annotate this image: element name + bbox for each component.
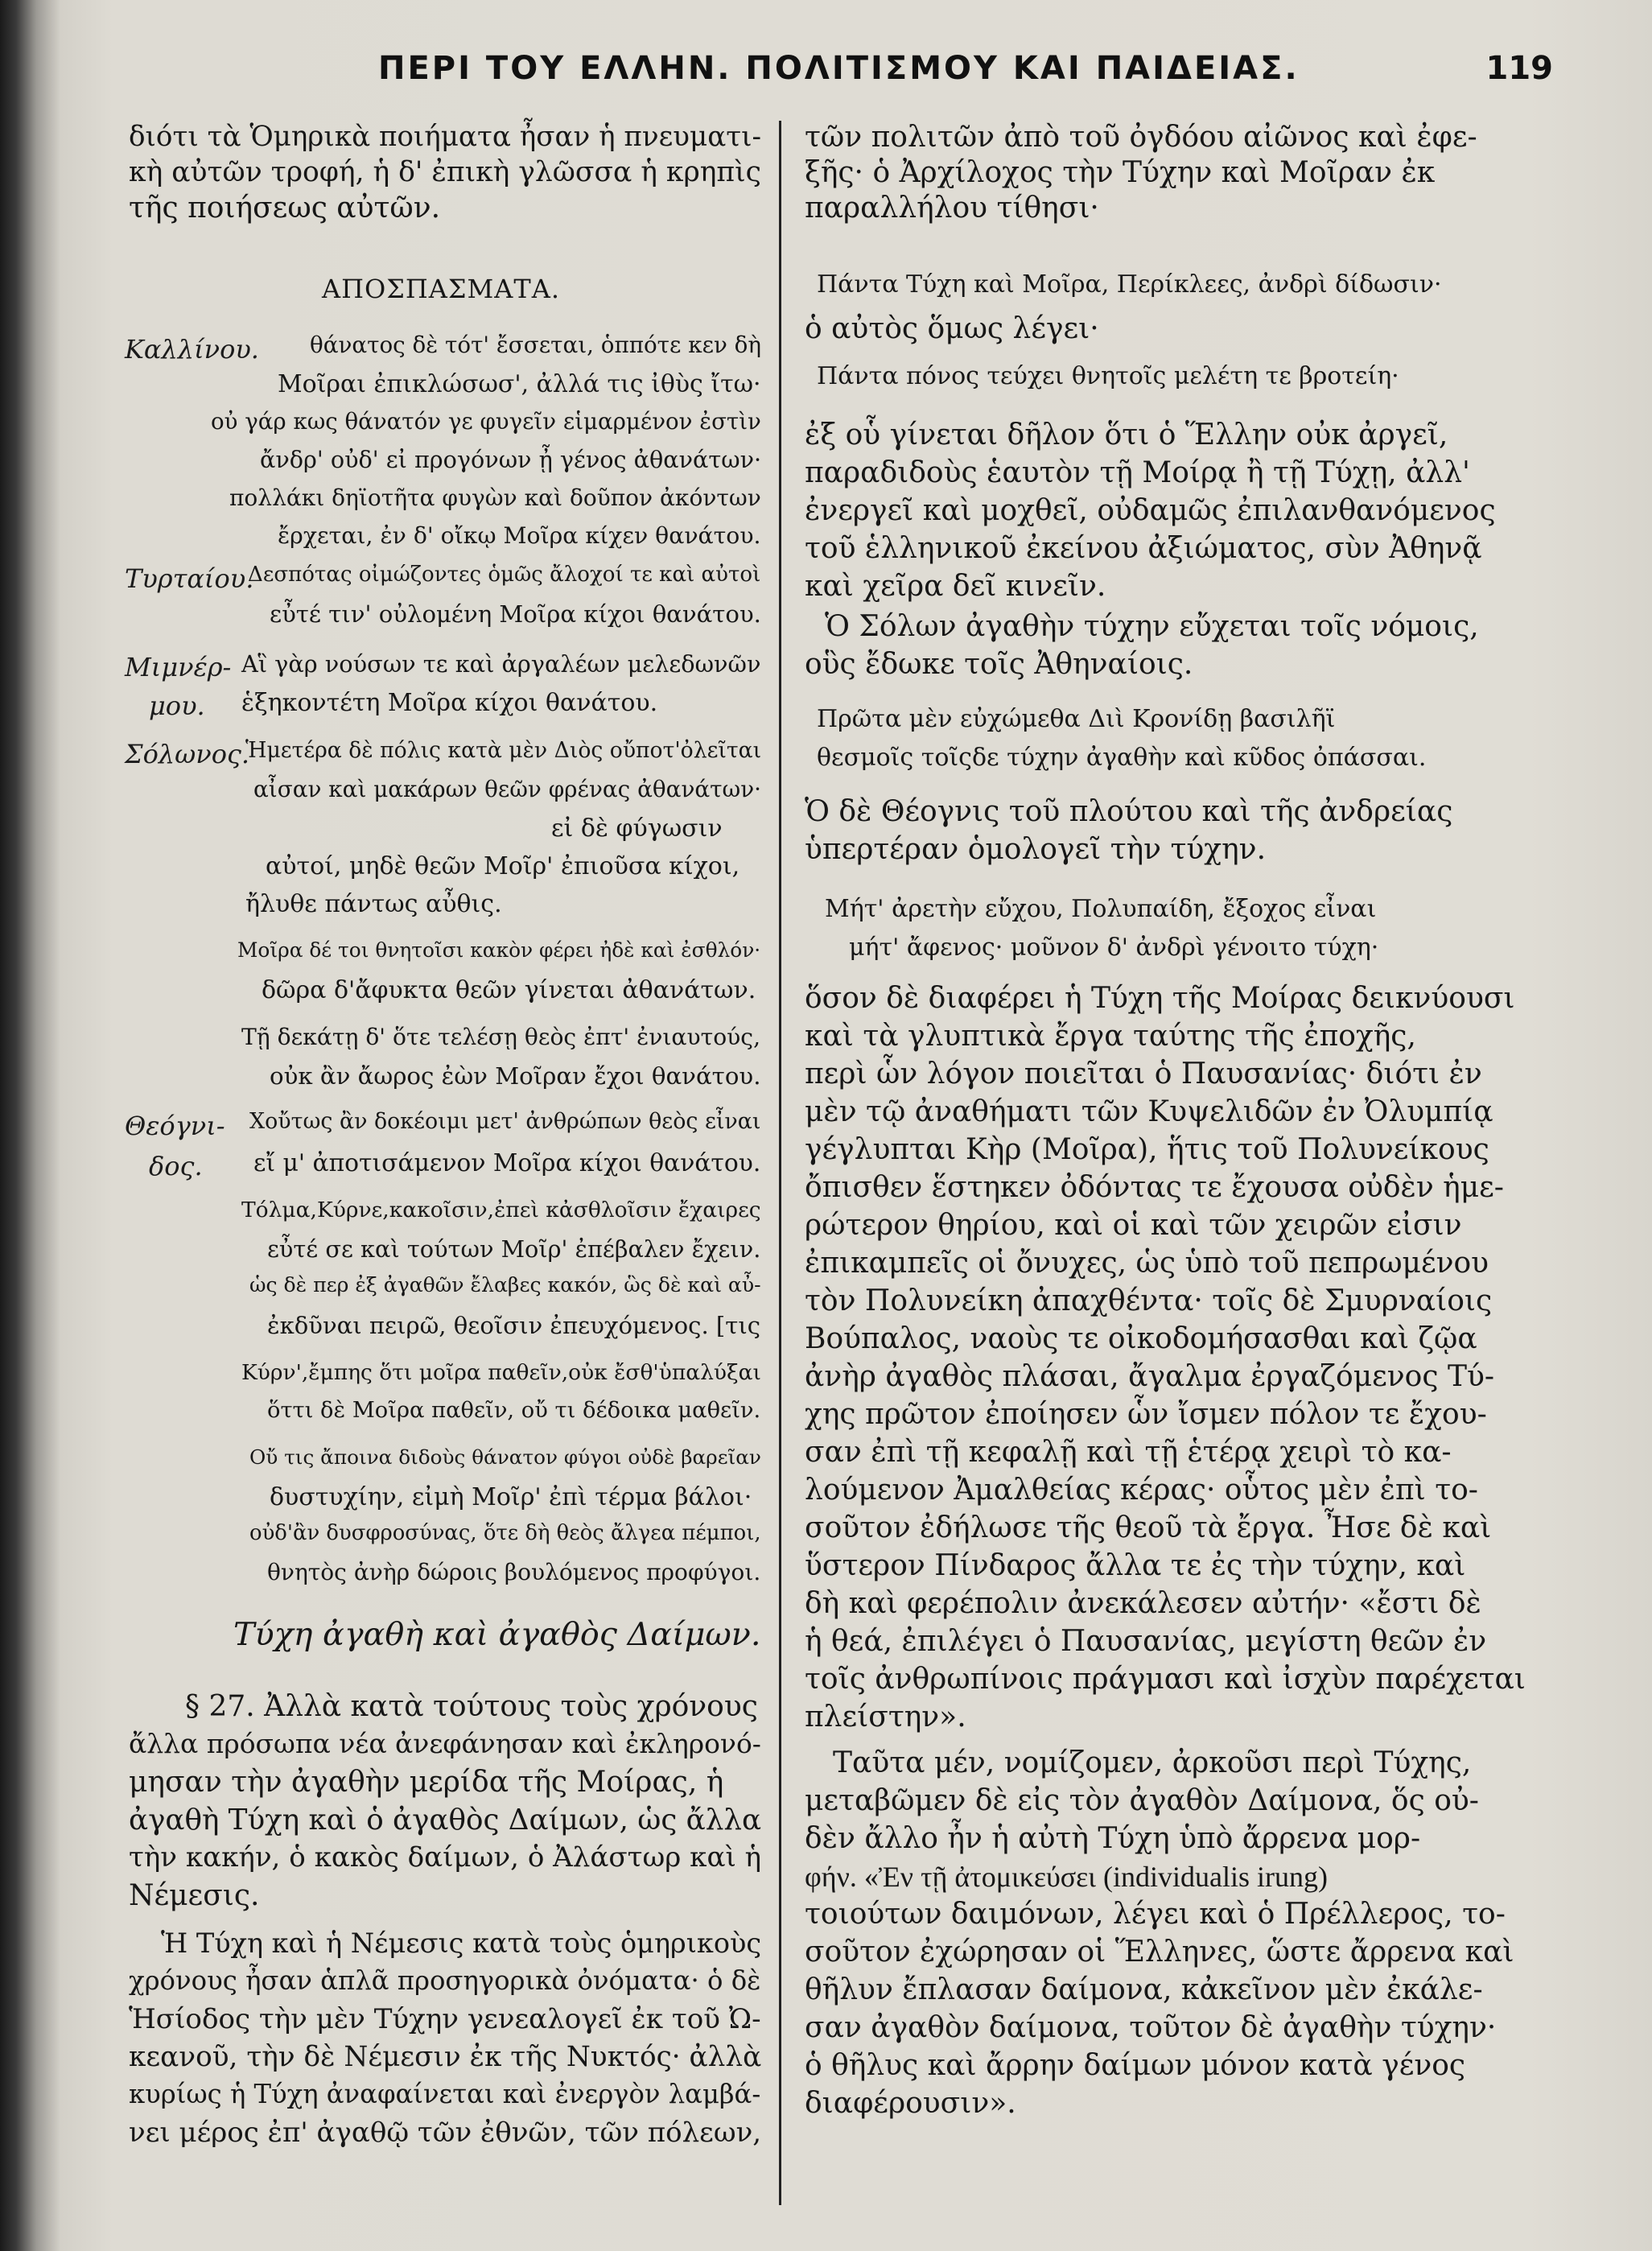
page-number: 119 — [1485, 50, 1553, 87]
text-line: κεανοῦ, τὴν δὲ Νέμεσιν ἐκ τῆς Νυκτός· ἀλλὰ — [129, 2041, 762, 2073]
text-line: ἡ θεά, ἐπιλέγει ὁ Παυσανίας, μεγίστη θεῶν ἐν — [805, 1625, 1487, 1658]
text-line: περὶ ὧν λόγον ποιεῖται ὁ Παυσανίας· διότι ἐν — [805, 1057, 1482, 1090]
text-line: κὴ αὐτῶν τροφή, ἡ δ' ἐπικὴ γλῶσσα ἡ κρηπὶς — [129, 156, 761, 188]
text-line: ἐξ οὗ γίνεται δῆλον ὅτι ὁ Ἕλλην οὐκ ἀργεῖ, — [805, 418, 1448, 451]
text-line: τοιούτων δαιμόνων, λέγει καὶ ὁ Πρέλλερος, το- — [805, 1898, 1506, 1931]
text-line: Ἡσίοδος τὴν μὲν Τύχην γενεαλογεῖ ἐκ τοῦ Ὠ- — [129, 2003, 761, 2035]
text-line: κυρίως ἡ Τύχη ἀναφαίνεται καὶ ἐνεργὸν λαμβά- — [129, 2079, 761, 2109]
text-line: ὄπισθεν ἕστηκεν ὀδόντας τε ἔχουσα οὐδὲν ἡμε- — [805, 1171, 1504, 1204]
section-subheading: Τύχη ἀγαθὴ καὶ ἀγαθὸς Δαίμων. — [233, 1616, 761, 1653]
text-line: καὶ τὰ γλυπτικὰ ἔργα ταύτης τῆς ἐποχῆς, — [805, 1020, 1416, 1053]
author-theognis-cont: δος. — [149, 1151, 203, 1181]
verse-line: πολλάκι δηϊοτῆτα φυγὼν καὶ δοῦπον ἀκόντων — [229, 484, 761, 511]
verse-line: θνητὸς ἀνὴρ δώροις βουλόμενος προφύγοι. — [267, 1559, 761, 1585]
text-line: ὁ αὐτὸς ὅμως λέγει· — [805, 312, 1099, 345]
verse-line: Τῇ δεκάτῃ δ' ὅτε τελέσῃ θεὸς ἐπτ' ἐνιαυτούς, — [241, 1024, 761, 1050]
verse-line: αὐτοί, μηδὲ θεῶν Μοῖρ' ἐπιοῦσα κίχοι, — [266, 852, 740, 880]
text-line: λούμενον Ἀμαλθείας κέρας· οὗτος μὲν ἐπὶ το- — [805, 1474, 1478, 1507]
verse-line: Δεσπότας οἰμώζοντες ὁμῶς ἄλοχοί τε καὶ αὐτοὶ — [248, 563, 761, 587]
verse-line: Χοὔτως ἂν δοκέοιμι μετ' ἀνθρώπων θεὸς εἶναι — [249, 1109, 761, 1134]
verse-line: ἄνδρ' οὐδ' εἰ προγόνων ᾖ γένος ἀθανάτων· — [260, 446, 762, 473]
text-line: ἐπικαμπεῖς οἱ ὄνυχες, ὡς ὑπὸ τοῦ πεπρωμένου — [805, 1247, 1489, 1280]
verse-line: δῶρα δ'ἄφυκτα θεῶν γίνεται ἀθανάτων. — [262, 976, 756, 1004]
text-line: μεταβῶμεν δὲ εἰς τὸν ἀγαθὸν Δαίμονα, ὅς οὐ- — [805, 1784, 1479, 1817]
text-line: σαν ἐπὶ τῇ κεφαλῇ καὶ τῇ ἑτέρᾳ χειρὶ τὸ κα- — [805, 1436, 1452, 1469]
text-line: δὴ καὶ φερέπολιν ἀνεκάλεσεν αὐτήν· «ἔστι δὲ — [805, 1587, 1481, 1620]
column-divider — [779, 121, 781, 2205]
verse-line: εἰ δὲ φύγωσιν — [551, 814, 723, 843]
text-line: τῆς ποιήσεως αὐτῶν. — [129, 192, 441, 225]
verse-line: Τόλμα,Κύρνε,κακοῖσιν,ἐπεὶ κἀσθλοῖσιν ἔχαιρες — [241, 1198, 761, 1222]
running-title: ΠΕΡΙ ΤΟΥ ΕΛΛΗΝ. ΠΟΛΙΤΙΣΜΟΥ ΚΑΙ ΠΑΙΔΕΙΑΣ. — [378, 50, 1300, 87]
verse-line: Αἳ γὰρ νούσων τε καὶ ἀργαλέων μελεδωνῶν — [241, 650, 761, 678]
verse-line: εἴ μ' ἀποτισάμενον Μοῖρα κίχοι θανάτου. — [253, 1149, 761, 1177]
text-line: τοῖς ἀνθρωπίνοις πράγμασι καὶ ἰσχὺν παρέχεται — [805, 1663, 1526, 1696]
text-line: σοῦτον ἐδήλωσε τῆς θεοῦ τὰ ἔργα. Ἦσε δὲ καὶ — [805, 1511, 1492, 1544]
text-line: τὸν Πολυνείκη ἀπαχθέντα· τοῖς δὲ Σμυρναίοις — [805, 1284, 1493, 1317]
verse-line: ὅττι δὲ Μοῖρα παθεῖν, οὔ τι δέδοικα μαθεῖν. — [267, 1398, 761, 1423]
text-line: διότι τὰ Ὁμηρικὰ ποιήματα ἦσαν ἡ πνευματι- — [129, 121, 762, 153]
text-line: τοῦ ἑλληνικοῦ ἐκείνου ἀξιώματος, σὺν Ἀθηνᾷ — [805, 532, 1482, 565]
text-line: Βούπαλος, ναοὺς τε οἰκοδομήσασθαι καὶ ζῷα — [805, 1322, 1477, 1355]
text-line: θῆλυν ἔπλασαν δαίμονα, κἀκεῖνον μὲν ἐκάλε- — [805, 1973, 1483, 2006]
verse-line: οὐ γάρ κως θάνατόν γε φυγεῖν εἱμαρμένον ἐστὶν — [211, 408, 761, 435]
text-line: ἄλλα πρόσωπα νέα ἀνεφάνησαν καὶ ἐκληρονό- — [129, 1728, 761, 1759]
verse-line: ἔρχεται, ἐν δ' οἴκῳ Μοῖρα κίχεν θανάτου. — [278, 522, 761, 549]
text-line: φήν. «Ἐν τῇ ἀτομικεύσει (individualis irung) — [805, 1861, 1328, 1893]
text-line: παραλλήλου τίθησι· — [805, 192, 1099, 225]
text-line: παραδιδοὺς ἑαυτὸν τῇ Μοίρᾳ ἢ τῇ Τύχῃ, ἀλλ' — [805, 456, 1470, 489]
running-header — [121, 50, 1601, 98]
text-line: Ἡ Τύχη καὶ ἡ Νέμεσις κατὰ τοὺς ὁμηρικοὺς — [161, 1927, 762, 1959]
text-line: Ταῦτα μέν, νομίζομεν, ἀρκοῦσι περὶ Τύχης, — [833, 1746, 1472, 1779]
verse-line: οὐδ'ἂν δυσφροσύνας, ὅτε δὴ θεὸς ἄλγεα πέμποι, — [249, 1521, 761, 1545]
author-mimnermos-cont: μου. — [149, 691, 205, 721]
text-line: μὲν τῷ ἀναθήματι τῶν Κυψελιδῶν ἐν Ὀλυμπίᾳ — [805, 1095, 1493, 1128]
verse-line: εὖτέ τιν' οὐλομένη Μοῖρα κίχοι θανάτου. — [270, 600, 761, 628]
text-line: § 27. Ἀλλὰ κατὰ τούτους τοὺς χρόνους — [185, 1690, 758, 1723]
text-line: καὶ χεῖρα δεῖ κινεῖν. — [805, 570, 1106, 603]
text-line: πλείστην». — [805, 1701, 966, 1734]
text-line: δὲν ἄλλο ἦν ἡ αὐτὴ Τύχη ὑπὸ ἄρρενα μορ- — [805, 1822, 1421, 1855]
verse-line: Πάντα πόνος τεύχει θνητοῖς μελέτη τε βροτείη· — [817, 362, 1399, 390]
author-tyrtaios: Τυρταίου. — [125, 563, 254, 594]
verse-line: Οὔ τις ἄποινα διδοὺς θάνατον φύγοι οὐδὲ βαρεῖαν — [249, 1445, 761, 1469]
verse-line: Μοῖραι ἐπικλώσωσ', ἀλλά τις ἰθὺς ἴτω· — [278, 370, 761, 398]
verse-line: ἐκδῦναι πειρῶ, θεοῖσιν ἐπευχόμενος. [τις — [267, 1312, 761, 1339]
verse-line: Μήτ' ἀρετὴν εὔχου, Πολυπαίδη, ἔξοχος εἶναι — [825, 895, 1377, 923]
text-line: γέγλυπται Κὴρ (Μοῖρα), ἥτις τοῦ Πολυνείκους — [805, 1133, 1489, 1166]
text-line: ἀγαθὴ Τύχη καὶ ὁ ἀγαθὸς Δαίμων, ὡς ἄλλα — [129, 1804, 762, 1837]
verse-line: δυστυχίην, εἰμὴ Μοῖρ' ἐπὶ τέρμα βάλοι· — [270, 1483, 752, 1511]
verse-line: Πάντα Τύχη καὶ Μοῖρα, Περίκλεες, ἀνδρὶ δίδωσιν· — [817, 270, 1442, 299]
text-line: ὑπερτέραν ὁμολογεῖ τὴν τύχην. — [805, 833, 1267, 866]
text-line: Ὁ Σόλων ἀγαθὴν τύχην εὔχεται τοῖς νόμοις, — [825, 610, 1479, 643]
text-line: ρώτερον θηρίου, καὶ οἱ καὶ τῶν χειρῶν εἰσιν — [805, 1209, 1462, 1242]
verse-line: ἑξηκοντέτη Μοῖρα κίχοι θανάτου. — [241, 689, 658, 717]
text-line: Ὁ δὲ Θέογνις τοῦ πλούτου καὶ τῆς ἀνδρείας — [805, 795, 1453, 828]
text-line: τὴν κακήν, ὁ κακὸς δαίμων, ὁ Ἀλάστωρ καὶ ἡ — [129, 1841, 762, 1874]
author-mimnermos: Μιμνέρ- — [125, 652, 232, 682]
text-line: ὕστερον Πίνδαρος ἄλλα τε ἐς τὴν τύχην, καὶ — [805, 1549, 1466, 1582]
verse-line: ὡς δὲ περ ἐξ ἀγαθῶν ἔλαβες κακόν, ὣς δὲ καὶ αὖ- — [249, 1273, 761, 1297]
text-line: οὓς ἔδωκε τοῖς Ἀθηναίοις. — [805, 648, 1193, 681]
verse-line: εὖτέ σε καὶ τούτων Μοῖρ' ἐπέβαλεν ἔχειν. — [267, 1235, 761, 1263]
text-line: νει μέρος ἐπ' ἀγαθῷ τῶν ἐθνῶν, τῶν πόλεων, — [129, 2117, 762, 2149]
text-line: μησαν τὴν ἀγαθὴν μερίδα τῆς Μοίρας, ἡ — [129, 1766, 724, 1799]
verse-line: οὐκ ἂν ἄωρος ἐὼν Μοῖραν ἔχοι θανάτου. — [270, 1062, 761, 1090]
text-line: ἀνὴρ ἀγαθὸς πλάσαι, ἄγαλμα ἐργαζόμενος Τύ- — [805, 1360, 1495, 1393]
text-line: τῶν πολιτῶν ἀπὸ τοῦ ὀγδόου αἰῶνος καὶ ἐφε- — [805, 121, 1477, 154]
text-line: Νέμεσις. — [129, 1879, 260, 1912]
text-line: χρόνους ἦσαν ἁπλᾶ προσηγορικὰ ὀνόματα· ὁ δὲ — [129, 1965, 761, 1996]
text-line: ὁ θῆλυς καὶ ἄρρην δαίμων μόνον κατὰ γένος — [805, 2049, 1466, 2082]
verse-line: Μοῖρα δέ τοι θνητοῖσι κακὸν φέρει ἠδὲ καὶ ἐσθλόν· — [237, 938, 761, 962]
text-line: ξῆς· ὁ Ἀρχίλοχος τὴν Τύχην καὶ Μοῖραν ἐκ — [805, 156, 1436, 189]
author-solon: Σόλωνος. — [125, 739, 250, 769]
text-line: σοῦτον ἐχώρησαν οἱ Ἕλληνες, ὥστε ἄρρενα καὶ — [805, 1936, 1514, 1969]
text-line: ὅσον δὲ διαφέρει ἡ Τύχη τῆς Μοίρας δεικνύουσι — [805, 982, 1515, 1015]
verse-line: ἤλυθε πάντως αὖθις. — [245, 890, 502, 918]
text-line: χης πρῶτον ἐποίησεν ὧν ἴσμεν πόλον τε ἔχου- — [805, 1398, 1487, 1431]
verse-line: θεσμοῖς τοῖςδε τύχην ἀγαθὴν καὶ κῦδος ὀπάσσαι. — [817, 744, 1427, 772]
text-line: διαφέρουσιν». — [805, 2087, 1016, 2120]
verse-line: αἶσαν καὶ μακάρων θεῶν φρένας ἀθανάτων· — [253, 776, 761, 802]
author-theognis: Θεόγνι- — [125, 1111, 225, 1141]
verse-line: Κύρν',ἔμπης ὅτι μοῖρα παθεῖν,οὐκ ἔσθ'ὑπαλύξαι — [241, 1360, 761, 1385]
verse-line: Ἡμετέρα δὲ πόλις κατὰ μὲν Διὸς οὔποτ'ὀλεῖται — [245, 738, 762, 763]
text-line: ἐνεργεῖ καὶ μοχθεῖ, οὐδαμῶς ἐπιλανθανόμενος — [805, 494, 1496, 527]
fragments-heading: ΑΠΟΣΠΑΣΜΑΤΑ. — [322, 274, 561, 304]
verse-line: μήτ' ἄφενος· μοῦνον δ' ἀνδρὶ γένοιτο τύχη· — [849, 934, 1379, 962]
verse-line: θάνατος δὲ τότ' ἔσσεται, ὁππότε κεν δὴ — [310, 332, 762, 358]
verse-line: Πρῶτα μὲν εὐχώμεθα Διὶ Κρονίδῃ βασιλῆϊ — [817, 705, 1336, 733]
text-line: σαν ἀγαθὸν δαίμονα, τοῦτον δὲ ἀγαθὴν τύχην· — [805, 2011, 1497, 2044]
author-kallinos: Καλλίνου. — [125, 334, 259, 365]
